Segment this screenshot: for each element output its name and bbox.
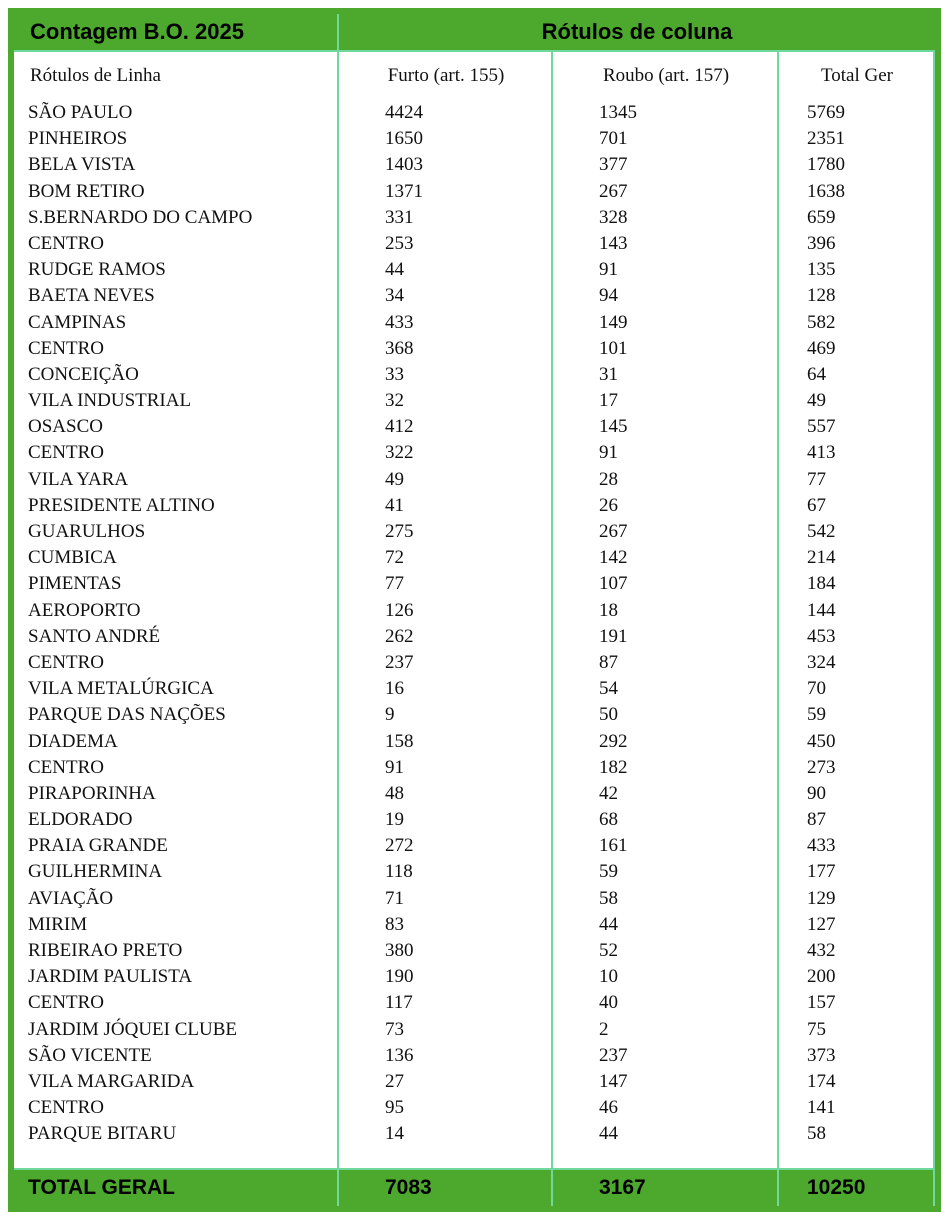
column-group-header: Rótulos de coluna — [541, 19, 733, 44]
column-header-row — [14, 52, 935, 100]
total-value-cell: 413 — [807, 442, 836, 464]
column-separator — [337, 1170, 339, 1206]
roubo-value-cell: 18 — [599, 599, 618, 621]
table-row — [14, 859, 935, 885]
total-value-cell: 1780 — [807, 154, 845, 176]
total-value-cell: 157 — [807, 992, 836, 1014]
total-value-cell: 144 — [807, 599, 836, 621]
roubo-value-cell: 31 — [599, 363, 618, 385]
row-label-cell: RUDGE RAMOS — [28, 259, 166, 281]
total-value-cell: 184 — [807, 573, 836, 595]
table-row — [14, 990, 935, 1016]
furto-value-cell: 73 — [385, 1018, 404, 1040]
table-row — [14, 519, 935, 545]
row-label-cell: SÃO VICENTE — [28, 1044, 152, 1066]
table-row — [14, 833, 935, 859]
total-value-cell: 450 — [807, 730, 836, 752]
roubo-value-cell: 94 — [599, 285, 618, 307]
furto-value-cell: 1650 — [385, 128, 423, 150]
roubo-value-cell: 2 — [599, 1018, 609, 1040]
column-separator — [933, 1170, 935, 1206]
furto-value-cell: 72 — [385, 547, 404, 569]
furto-value-cell: 49 — [385, 468, 404, 490]
total-value-cell: 373 — [807, 1044, 836, 1066]
column-separator — [777, 1170, 779, 1206]
total-value-cell: 324 — [807, 651, 836, 673]
header-band — [14, 14, 935, 50]
roubo-value-cell: 87 — [599, 651, 618, 673]
row-label-cell: AEROPORTO — [28, 599, 141, 621]
furto-value-cell: 368 — [385, 337, 414, 359]
row-label-cell: CENTRO — [28, 442, 104, 464]
column-header-roubo: Roubo (art. 157) — [602, 65, 730, 86]
total-value-cell: 141 — [807, 1097, 836, 1119]
total-value-cell: 469 — [807, 337, 836, 359]
column-separator — [551, 1170, 553, 1206]
row-label-cell: PIRAPORINHA — [28, 782, 156, 804]
furto-value-cell: 1403 — [385, 154, 423, 176]
row-label-cell: SÃO PAULO — [28, 102, 133, 123]
total-value-cell: 129 — [807, 887, 836, 909]
furto-value-cell: 117 — [385, 992, 413, 1014]
total-value-cell: 582 — [807, 311, 836, 333]
roubo-value-cell: 701 — [599, 128, 628, 150]
roubo-value-cell: 28 — [599, 468, 618, 490]
furto-value-cell: 158 — [385, 730, 414, 752]
total-value-cell: 2351 — [807, 128, 845, 150]
roubo-value-cell: 10 — [599, 966, 618, 988]
total-value-cell: 49 — [807, 390, 826, 412]
furto-value-cell: 237 — [385, 651, 414, 673]
furto-value-cell: 95 — [385, 1097, 404, 1119]
row-label-cell: DIADEMA — [28, 730, 118, 752]
roubo-value-cell: 143 — [599, 232, 628, 254]
row-label-cell: PARQUE BITARU — [28, 1123, 177, 1145]
row-label-cell: S.BERNARDO DO CAMPO — [28, 206, 253, 228]
roubo-value-cell: 267 — [599, 180, 628, 202]
furto-value-cell: 275 — [385, 521, 414, 542]
table-row — [14, 807, 935, 833]
roubo-value-cell: 182 — [599, 756, 628, 778]
furto-value-cell: 14 — [385, 1123, 404, 1145]
roubo-value-cell: 42 — [599, 782, 618, 804]
roubo-value-cell: 142 — [599, 547, 628, 569]
total-value-cell: 128 — [807, 285, 836, 307]
furto-value-cell: 27 — [385, 1070, 404, 1092]
row-label-cell: OSASCO — [28, 416, 103, 438]
table-row — [14, 1095, 935, 1121]
total-value-cell: 135 — [807, 259, 836, 281]
footer-band — [14, 1170, 935, 1206]
furto-value-cell: 190 — [385, 966, 414, 988]
roubo-value-cell: 191 — [599, 625, 628, 647]
table-row — [14, 729, 935, 755]
total-value-cell: 542 — [807, 521, 836, 542]
furto-value-cell: 83 — [385, 913, 404, 935]
furto-value-cell: 412 — [385, 416, 414, 438]
furto-value-cell: 9 — [385, 704, 395, 726]
furto-value-cell: 34 — [385, 285, 404, 307]
table-row — [14, 231, 935, 257]
column-separator — [551, 52, 553, 1168]
total-value-cell: 174 — [807, 1070, 836, 1092]
row-label-cell: BAETA NEVES — [28, 285, 155, 307]
roubo-value-cell: 377 — [599, 154, 628, 176]
total-value-cell: 90 — [807, 782, 826, 804]
furto-value-cell: 126 — [385, 599, 414, 621]
row-label-cell: CENTRO — [28, 337, 104, 359]
roubo-value-cell: 147 — [599, 1070, 628, 1092]
total-value-cell: 453 — [807, 625, 836, 647]
total-value-cell: 59 — [807, 704, 826, 726]
total-value-cell: 433 — [807, 835, 836, 857]
table-row — [14, 598, 935, 624]
table-row — [14, 336, 935, 362]
roubo-value-cell: 161 — [599, 835, 628, 857]
roubo-value-cell: 91 — [599, 442, 618, 464]
column-separator — [777, 52, 779, 1168]
table-row — [14, 781, 935, 807]
total-value-cell: 200 — [807, 966, 836, 988]
total-value-cell: 58 — [807, 1123, 826, 1145]
column-separator — [337, 52, 339, 1168]
total-value-cell: 1638 — [807, 180, 845, 202]
roubo-value-cell: 1345 — [599, 102, 637, 123]
table-row — [14, 179, 935, 205]
table-row — [14, 1017, 935, 1043]
table-body — [14, 100, 935, 1148]
roubo-value-cell: 17 — [599, 390, 618, 412]
row-label-cell: CUMBICA — [28, 547, 117, 569]
roubo-value-cell: 107 — [599, 573, 628, 595]
row-label-cell: BOM RETIRO — [28, 180, 145, 202]
table-row — [14, 912, 935, 938]
total-value-cell: 70 — [807, 678, 826, 700]
furto-value-cell: 32 — [385, 390, 404, 412]
roubo-value-cell: 50 — [599, 704, 618, 726]
row-label-cell: PRAIA GRANDE — [28, 835, 168, 857]
row-label-cell: BELA VISTA — [28, 154, 136, 176]
total-geral-value: 10250 — [807, 1176, 866, 1199]
roubo-value-cell: 59 — [599, 861, 618, 883]
table-title: Contagem B.O. 2025 — [14, 14, 339, 50]
furto-value-cell: 136 — [385, 1044, 414, 1066]
roubo-value-cell: 40 — [599, 992, 618, 1014]
furto-value-cell: 433 — [385, 311, 414, 333]
furto-value-cell: 41 — [385, 494, 404, 516]
total-value-cell: 214 — [807, 547, 836, 569]
row-label-cell: VILA MARGARIDA — [28, 1070, 195, 1092]
total-value-cell: 75 — [807, 1018, 826, 1040]
table-row — [14, 414, 935, 440]
row-label-cell: GUILHERMINA — [28, 861, 163, 883]
row-label-cell: CENTRO — [28, 1097, 104, 1119]
furto-value-cell: 262 — [385, 625, 414, 647]
row-label-cell: CENTRO — [28, 992, 104, 1014]
roubo-value-cell: 237 — [599, 1044, 628, 1066]
row-label-cell: PRESIDENTE ALTINO — [28, 494, 215, 516]
row-label-cell: GUARULHOS — [28, 521, 146, 542]
total-value-cell: 87 — [807, 809, 826, 831]
total-value-cell: 432 — [807, 940, 836, 961]
table-row — [14, 1121, 935, 1147]
total-value-cell: 5769 — [807, 102, 845, 123]
row-label-cell: VILA INDUSTRIAL — [28, 390, 192, 412]
row-label-cell: RIBEIRAO PRETO — [28, 940, 183, 961]
roubo-value-cell: 68 — [599, 809, 618, 831]
row-label-cell: CENTRO — [28, 232, 104, 254]
table-row — [14, 964, 935, 990]
roubo-value-cell: 91 — [599, 259, 618, 281]
table-row — [14, 310, 935, 336]
row-label-cell: JARDIM JÓQUEI CLUBE — [28, 1018, 237, 1040]
roubo-value-cell: 267 — [599, 521, 628, 542]
total-value-cell: 67 — [807, 494, 826, 516]
table-row — [14, 676, 935, 702]
furto-value-cell: 48 — [385, 782, 404, 804]
roubo-value-cell: 44 — [599, 913, 618, 935]
row-label-cell: ELDORADO — [28, 809, 133, 831]
furto-value-cell: 33 — [385, 363, 404, 385]
total-value-cell: 127 — [807, 913, 836, 935]
total-roubo-value: 3167 — [599, 1176, 646, 1199]
table-body-area — [14, 52, 935, 1168]
total-value-cell: 177 — [807, 861, 836, 883]
furto-value-cell: 19 — [385, 809, 404, 831]
total-value-cell: 273 — [807, 756, 836, 778]
row-label-cell: CENTRO — [28, 756, 104, 778]
furto-value-cell: 1371 — [385, 180, 423, 202]
furto-value-cell: 16 — [385, 678, 404, 700]
roubo-value-cell: 101 — [599, 337, 628, 359]
roubo-value-cell: 52 — [599, 940, 618, 961]
roubo-value-cell: 26 — [599, 494, 618, 516]
roubo-value-cell: 46 — [599, 1097, 618, 1119]
furto-value-cell: 71 — [385, 887, 404, 909]
furto-value-cell: 91 — [385, 756, 404, 778]
table-row — [14, 545, 935, 571]
row-label-cell: CENTRO — [28, 651, 104, 673]
furto-value-cell: 380 — [385, 940, 414, 961]
furto-value-cell: 4424 — [385, 102, 423, 123]
furto-value-cell: 331 — [385, 206, 414, 228]
table-row — [14, 650, 935, 676]
column-header-furto: Furto (art. 155) — [387, 65, 505, 86]
row-label-cell: PIMENTAS — [28, 573, 122, 595]
total-furto-value: 7083 — [385, 1176, 432, 1199]
furto-value-cell: 253 — [385, 232, 414, 254]
table-row — [14, 755, 935, 781]
roubo-value-cell: 44 — [599, 1123, 618, 1145]
total-value-cell: 64 — [807, 363, 826, 385]
roubo-value-cell: 328 — [599, 206, 628, 228]
furto-value-cell: 77 — [385, 573, 404, 595]
table-row — [14, 100, 935, 126]
furto-value-cell: 272 — [385, 835, 414, 857]
table-row — [14, 702, 935, 728]
table-row — [14, 205, 935, 231]
roubo-value-cell: 149 — [599, 311, 628, 333]
roubo-value-cell: 292 — [599, 730, 628, 752]
table-row — [14, 440, 935, 466]
row-header-label: Rótulos de Linha — [30, 65, 161, 86]
column-header-total: Total Ger — [820, 65, 893, 86]
table-row — [14, 1069, 935, 1095]
table-row — [14, 886, 935, 912]
table-row — [14, 257, 935, 283]
roubo-value-cell: 58 — [599, 887, 618, 909]
furto-value-cell: 322 — [385, 442, 414, 464]
roubo-value-cell: 145 — [599, 416, 628, 438]
total-value-cell: 557 — [807, 416, 836, 438]
row-label-cell: MIRIM — [28, 913, 88, 935]
row-label-cell: AVIAÇÃO — [28, 887, 114, 909]
row-label-cell: CONCEIÇÃO — [28, 363, 139, 385]
table-row — [14, 467, 935, 493]
total-value-cell: 396 — [807, 232, 836, 254]
row-label-cell: PINHEIROS — [28, 128, 128, 150]
table-row — [14, 624, 935, 650]
row-label-cell: SANTO ANDRÉ — [28, 625, 161, 647]
table-row — [14, 152, 935, 178]
table-row — [14, 571, 935, 597]
roubo-value-cell: 54 — [599, 678, 618, 700]
table-row — [14, 388, 935, 414]
row-label-cell: PARQUE DAS NAÇÕES — [28, 704, 226, 726]
row-label-cell: CAMPINAS — [28, 311, 127, 333]
table-row — [14, 493, 935, 519]
column-separator — [933, 52, 935, 1168]
row-label-cell: VILA METALÚRGICA — [28, 678, 214, 700]
furto-value-cell: 44 — [385, 259, 404, 281]
furto-value-cell: 118 — [385, 861, 413, 883]
total-value-cell: 659 — [807, 206, 836, 228]
table-row — [14, 1043, 935, 1069]
row-label-cell: JARDIM PAULISTA — [28, 966, 193, 988]
table-frame — [8, 8, 941, 1212]
table-row — [14, 283, 935, 309]
table-row — [14, 126, 935, 152]
table-row — [14, 362, 935, 388]
row-label-cell: VILA YARA — [28, 468, 129, 490]
table-row — [14, 938, 935, 964]
total-row-label: TOTAL GERAL — [28, 1176, 175, 1199]
total-value-cell: 77 — [807, 468, 826, 490]
